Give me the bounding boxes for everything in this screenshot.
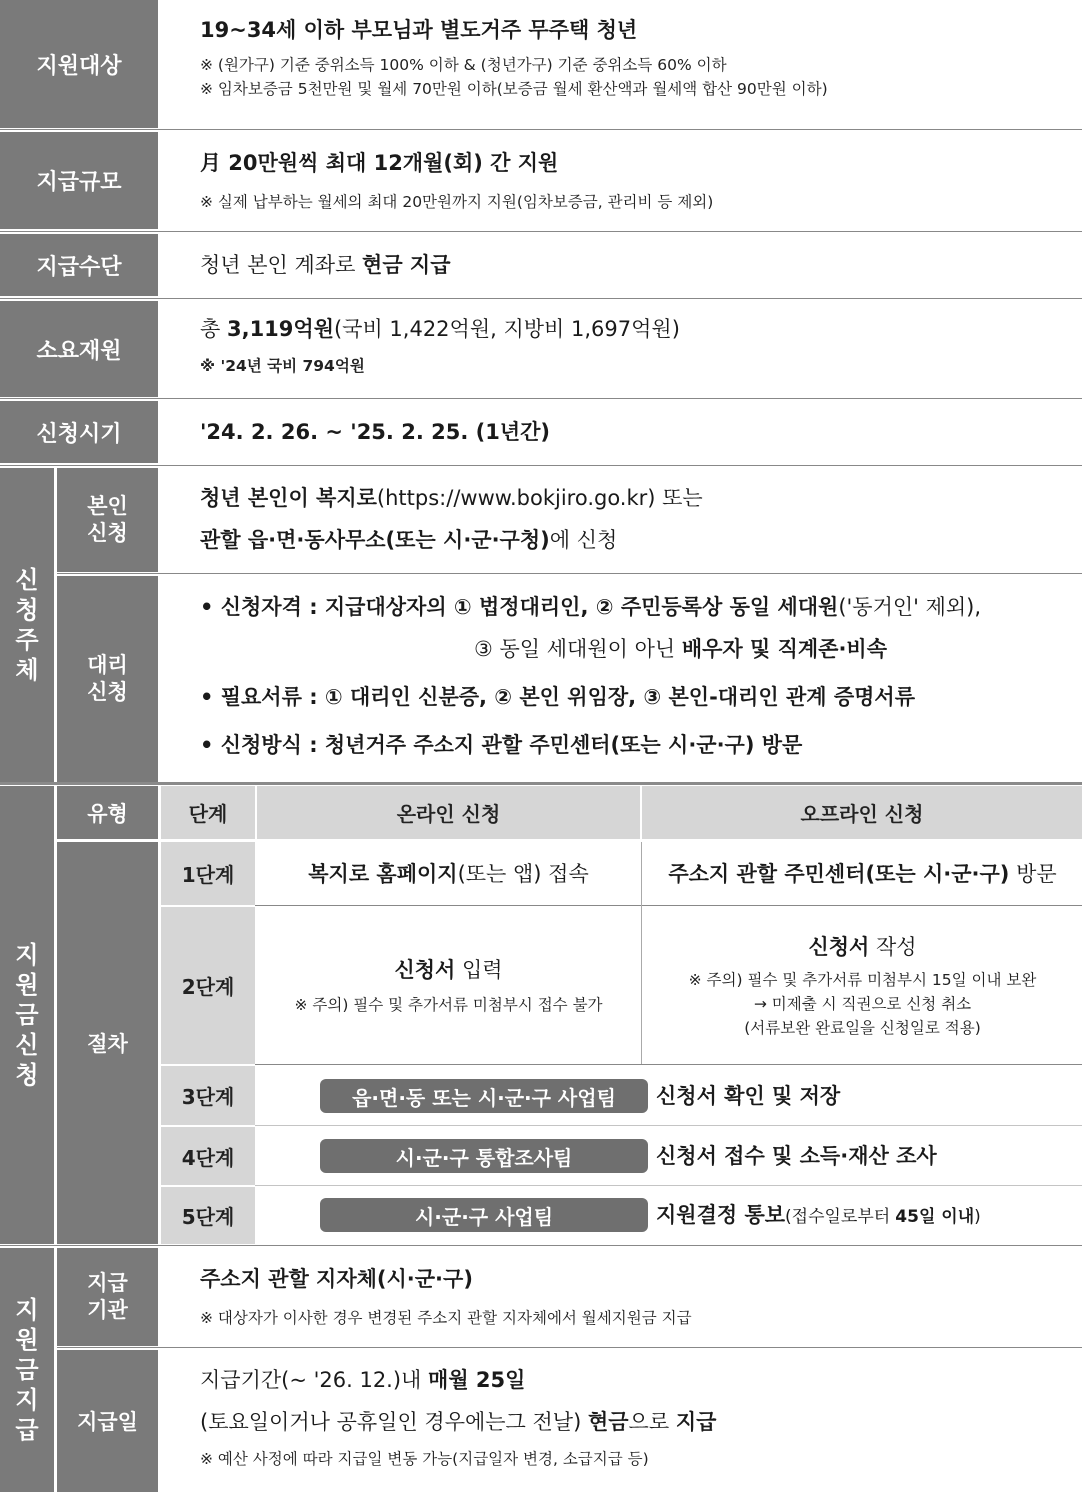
self-apply-line-2: 관할 읍·면·동사무소(또는 시·군·구청)에 신청 [200, 528, 618, 552]
step4-action: 신청서 접수 및 소득·재산 조사 [656, 1144, 937, 1168]
scale-note: ※ 실제 납부하는 월세의 최대 20만원까지 지원(임차보증금, 관리비 등 제외) [200, 193, 714, 211]
target-content [200, 16, 1070, 100]
target-main: 19~34세 이하 부모님과 별도거주 무주택 청년 [200, 18, 638, 42]
scale-content [200, 149, 1070, 213]
group-label-application: 지원금 신청 [0, 786, 54, 1244]
step-cell-5: 5단계 [161, 1187, 255, 1244]
budget-content [200, 315, 1070, 377]
proxy-qualification: • 신청자격 : 지급대상자의 ① 법정대리인, ② 주민등록상 동일 세대원('동거인' 제외), [200, 595, 982, 619]
col-header-offline: 오프라인 신청 [642, 786, 1082, 839]
step2-offline: 신청서 작성 ※ 주의) 필수 및 추가서류 미첨부시 15일 이내 보완 → 미제출 시 직권으로 신청 취소 (서류보완 완료일을 신청일로 적용) [688, 934, 1037, 1037]
target-note-1: ※ (원가구) 기준 중위소득 100% 이하 & (청년가구) 기준 중위소득 60% 이하 [200, 56, 727, 74]
step5-action: 지원결정 통보(접수일로부터 45일 이내) [656, 1203, 981, 1227]
proxy-method: • 신청방식 : 청년거주 주소지 관할 주민센터(또는 시·군·구) 방문 [200, 733, 803, 757]
step-cell-3: 3단계 [161, 1066, 255, 1125]
row-label-scale: 지급규모 [0, 132, 158, 229]
agency-content [200, 1265, 1070, 1329]
group-label-applicant: 신청주체 [0, 468, 54, 782]
col-header-online: 온라인 신청 [257, 786, 640, 839]
scale-main: 月 20만원씩 최대 12개월(회) 간 지원 [200, 151, 559, 175]
divider [255, 905, 1082, 906]
target-note-2: ※ 임차보증금 5천만원 및 월세 70만원 이하(보증금 월세 환산액과 월세액 합산 90만원 이하) [200, 80, 828, 98]
pay-date-note: ※ 예산 사정에 따라 지급일 변동 가능(지급일자 변경, 소급지급 등) [200, 1450, 649, 1468]
budget-total: 3,119억원 [226, 317, 334, 341]
step-cell-1: 1단계 [161, 842, 255, 905]
method-text: 청년 본인 계좌로 [200, 253, 356, 277]
step4-team-badge: 시·군·구 통합조사팀 [320, 1139, 648, 1173]
proxy-documents: • 필요서류 : ① 대리인 신분증, ② 본인 위임장, ③ 본인-대리인 관계 증명서류 [200, 685, 915, 709]
group-label-payment: 지원금 지급 [0, 1248, 54, 1492]
pay-date-content [200, 1366, 1070, 1470]
row-label-type: 유형 [57, 786, 158, 839]
period-main: '24. 2. 26. ~ '25. 2. 25. (1년간) [200, 420, 550, 444]
self-apply-content [200, 484, 1070, 554]
row-label-target: 지원대상 [0, 0, 158, 128]
step-cell-2: 2단계 [161, 907, 255, 1064]
pay-date-line-2: (토요일이거나 공휴일인 경우에는그 전날) 현금으로 지급 [200, 1410, 717, 1434]
divider [0, 231, 1082, 232]
step2-online: 신청서 입력 ※ 주의) 필수 및 추가서류 미첨부시 접수 불가 [294, 957, 603, 1014]
divider [0, 298, 1082, 299]
divider [641, 842, 642, 1064]
row-label-self-apply: 본인 신청 [57, 468, 158, 572]
row-label-agency: 지급 기관 [57, 1248, 158, 1346]
self-apply-line-1: 청년 본인이 복지로(https://www.bokjiro.go.kr) 또는 [200, 486, 703, 510]
budget-main [200, 315, 1070, 343]
step-cell-4: 4단계 [161, 1127, 255, 1185]
proxy-apply-content [200, 593, 1080, 759]
divider [255, 1185, 1082, 1186]
method-bold: 현금 지급 [362, 253, 451, 277]
method-content [200, 251, 1070, 279]
budget-breakdown: (국비 1,422억원, 지방비 1,697억원) [333, 317, 680, 341]
divider [0, 398, 1082, 399]
proxy-qualification-line-2: ③ 동일 세대원이 아닌 배우자 및 직계존·비속 [474, 637, 888, 661]
divider [255, 1125, 1082, 1126]
agency-note: ※ 대상자가 이사한 경우 변경된 주소지 관할 지자체에서 월세지원금 지급 [200, 1309, 692, 1327]
budget-pre: 총 [200, 317, 221, 341]
row-label-budget: 소요재원 [0, 301, 158, 397]
agency-main: 주소지 관할 지자체(시·군·구) [200, 1267, 473, 1291]
step3-team-badge: 읍·면·동 또는 시·군·구 사업팀 [320, 1079, 648, 1113]
step1-online: 복지로 홈페이지(또는 앱) 접속 [308, 861, 589, 886]
step3-action: 신청서 확인 및 저장 [656, 1084, 841, 1108]
row-label-proxy-apply: 대리 신청 [57, 576, 158, 782]
row-label-pay-date: 지급일 [57, 1350, 158, 1492]
divider [57, 573, 1082, 574]
divider [0, 1245, 1082, 1246]
divider [0, 782, 1082, 785]
divider [57, 1347, 1082, 1348]
col-header-step: 단계 [161, 786, 255, 839]
budget-note: ※ '24년 국비 794억원 [200, 357, 365, 375]
step1-offline: 주소지 관할 주민센터(또는 시·군·구) 방문 [668, 861, 1057, 886]
row-label-procedure: 절차 [57, 842, 158, 1244]
step5-team-badge: 시·군·구 사업팀 [320, 1198, 648, 1232]
divider [0, 465, 1082, 466]
divider [0, 129, 1082, 130]
divider [255, 1064, 1082, 1065]
row-label-method: 지급수단 [0, 234, 158, 296]
pay-date-line-1: 지급기간(~ '26. 12.)내 매월 25일 [200, 1368, 526, 1392]
row-label-period: 신청시기 [0, 401, 158, 463]
